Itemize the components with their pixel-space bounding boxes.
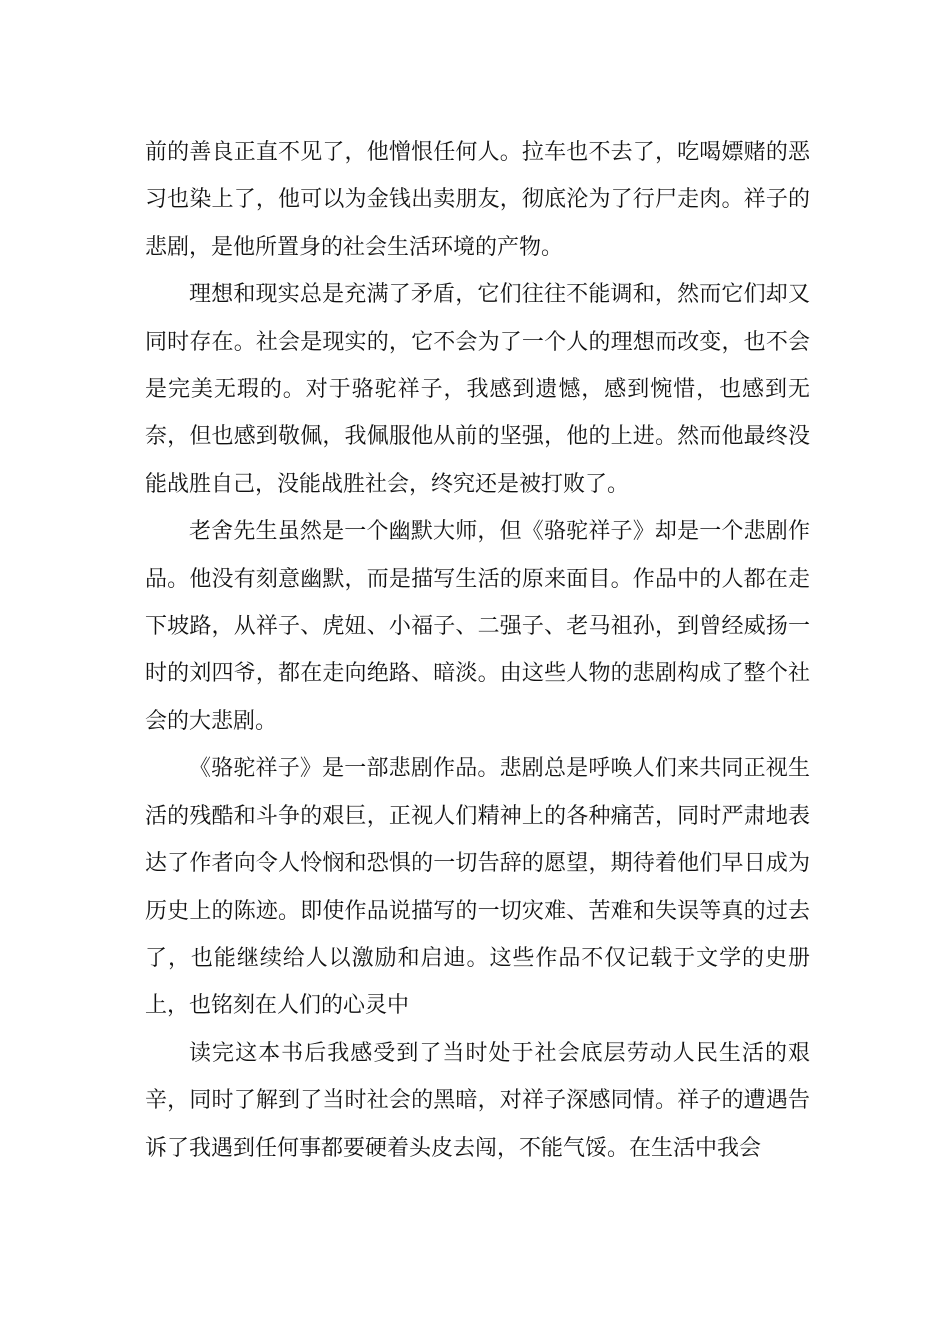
paragraph-3: 老舍先生虽然是一个幽默大师，但《骆驼祥子》却是一个悲剧作品。他没有刻意幽默，而是描写生活的原来面目。作品中的人都在走下坡路，从祥子、虎妞、小福子、二强子、老马祖孙，到曾经威扬一时的刘四爷，都在走向绝路、暗淡。由这些人物的悲剧构成了整个社会的大悲剧。 [145, 519, 810, 734]
paragraph-2: 理想和现实总是充满了矛盾，它们往往不能调和，然而它们却又同时存在。社会是现实的，它不会为了一个人的理想而改变，也不会是完美无瑕的。对于骆驼祥子，我感到遗憾，感到惋惜，也感到无奈，但也感到敬佩，我佩服他从前的坚强，他的上进。然而他最终没能战胜自己，没能战胜社会，终究还是被打败了。 [145, 282, 810, 497]
paragraph-5: 读完这本书后我感受到了当时处于社会底层劳动人民生活的艰辛，同时了解到了当时社会的黑暗，对祥子深感同情。祥子的遭遇告诉了我遇到任何事都要硬着头皮去闯，不能气馁。在生活中我会 [145, 1040, 810, 1161]
paragraph-4: 《骆驼祥子》是一部悲剧作品。悲剧总是呼唤人们来共同正视生活的残酷和斗争的艰巨，正视人们精神上的各种痛苦，同时严肃地表达了作者向令人怜悯和恐惧的一切告辞的愿望，期待着他们早日成为历史上的陈迹。即使作品说描写的一切灾难、苦难和失误等真的过去了，也能继续给人以激励和启迪。这些作品不仅记载于文学的史册上，也铭刻在人们的心灵中 [145, 756, 810, 1019]
paragraph-1: 前的善良正直不见了，他憎恨任何人。拉车也不去了，吃喝嫖赌的恶习也染上了，他可以为金钱出卖朋友，彻底沦为了行尸走肉。祥子的悲剧，是他所置身的社会生活环境的产物。 [145, 140, 810, 260]
document-body [145, 129, 810, 1172]
